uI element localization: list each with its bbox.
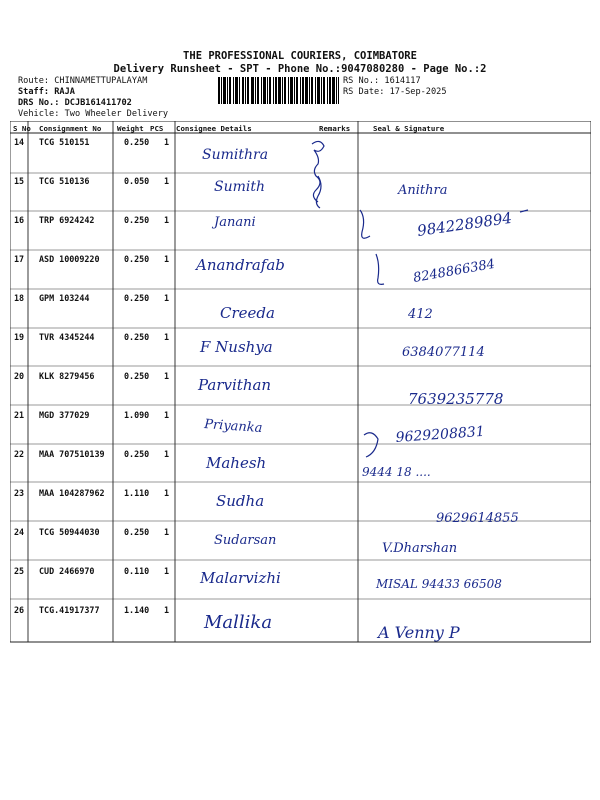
rs-no-value: 1614117 bbox=[384, 76, 421, 86]
row-pcs: 1 bbox=[164, 566, 170, 576]
row-weight: 0.250 bbox=[124, 293, 150, 303]
route-value: CHINNAMETTUPALAYAM bbox=[54, 76, 148, 86]
row-pcs: 1 bbox=[164, 410, 170, 420]
row-consignment: TCG 50944030 bbox=[39, 527, 100, 537]
col-header-sno: S No bbox=[13, 124, 31, 133]
row-consignment: TRP 6924242 bbox=[39, 215, 95, 225]
row-sno: 23 bbox=[14, 488, 25, 498]
consignee-signature: Creeda bbox=[220, 304, 275, 322]
seal-signature: 9629614855 bbox=[436, 511, 519, 526]
row-weight: 0.250 bbox=[124, 371, 150, 381]
staff-label: Staff: bbox=[18, 87, 50, 97]
row-pcs: 1 bbox=[164, 176, 170, 186]
consignee-signature: Janani bbox=[214, 215, 256, 230]
row-pcs: 1 bbox=[164, 605, 170, 615]
consignee-signature: Sumith bbox=[214, 179, 266, 195]
row-sno: 22 bbox=[14, 449, 25, 459]
row-sno: 25 bbox=[14, 566, 25, 576]
seal-signature: 412 bbox=[408, 307, 433, 322]
row-consignment: CUD 2466970 bbox=[39, 566, 95, 576]
row-pcs: 1 bbox=[164, 332, 170, 342]
row-consignment: GPM 103244 bbox=[39, 293, 90, 303]
rs-date-value: 17-Sep-2025 bbox=[389, 87, 447, 97]
seal-signature: 9842289894 bbox=[416, 208, 514, 240]
drs-label: DRS No.: bbox=[18, 98, 60, 108]
route-line bbox=[18, 76, 147, 86]
consignee-signature: Sumithra bbox=[202, 147, 269, 163]
consignee-signature: Mallika bbox=[204, 612, 273, 633]
vehicle-value: Two Wheeler Delivery bbox=[64, 109, 169, 119]
col-header-remarks: Remarks bbox=[319, 124, 351, 133]
row-pcs: 1 bbox=[164, 293, 170, 303]
consignee-signature: Parvithan bbox=[198, 376, 272, 394]
col-header-pcs: PCS bbox=[150, 124, 164, 133]
row-pcs: 1 bbox=[164, 449, 170, 459]
row-pcs: 1 bbox=[164, 527, 170, 537]
rs-no-label: RS No.: bbox=[343, 76, 380, 86]
seal-signature: V.Dharshan bbox=[382, 541, 458, 556]
row-weight: 1.110 bbox=[124, 488, 150, 498]
consignee-signature: Sudha bbox=[216, 492, 265, 510]
row-weight: 0.250 bbox=[124, 137, 150, 147]
rs-date-label: RS Date: bbox=[343, 87, 385, 97]
table-grid bbox=[10, 121, 591, 643]
runsheet-subtitle: Delivery Runsheet - SPT - Phone No.:9047080280 - Page No.:2 bbox=[113, 63, 487, 75]
row-weight: 1.090 bbox=[124, 410, 150, 420]
row-pcs: 1 bbox=[164, 215, 170, 225]
consignee-signature: Malarvizhi bbox=[200, 569, 281, 587]
row-weight: 0.250 bbox=[124, 527, 150, 537]
consignee-signature: F Nushya bbox=[200, 338, 273, 356]
consignee-signature: Anandrafab bbox=[196, 256, 285, 274]
drs-value: DCJB161411702 bbox=[64, 98, 132, 108]
row-consignment: MAA 104287962 bbox=[39, 488, 105, 498]
row-consignment: TCG 510136 bbox=[39, 176, 90, 186]
row-consignment: MAA 707510139 bbox=[39, 449, 105, 459]
row-weight: 1.140 bbox=[124, 605, 150, 615]
seal-signature: 6384077114 bbox=[402, 345, 485, 360]
row-weight: 0.250 bbox=[124, 254, 150, 264]
rs-no-line bbox=[343, 76, 421, 86]
row-sno: 21 bbox=[14, 410, 25, 420]
staff-value: RAJA bbox=[54, 87, 75, 97]
col-header-seal-signature: Seal & Signature bbox=[373, 124, 445, 133]
row-consignment: TCG.41917377 bbox=[39, 605, 100, 615]
seal-signature: 9629208831 bbox=[395, 423, 486, 446]
seal-signature: Anithra bbox=[398, 183, 448, 198]
consignee-signature: Priyanka bbox=[203, 417, 263, 437]
row-sno: 18 bbox=[14, 293, 25, 303]
row-consignment: ASD 10009220 bbox=[39, 254, 100, 264]
seal-signature: A Venny P bbox=[378, 623, 460, 642]
row-sno: 16 bbox=[14, 215, 25, 225]
row-pcs: 1 bbox=[164, 137, 170, 147]
seal-signature: 7639235778 bbox=[408, 390, 504, 408]
row-consignment: MGD 377029 bbox=[39, 410, 90, 420]
drs-line bbox=[18, 98, 132, 108]
vehicle-line bbox=[18, 109, 168, 119]
consignee-signature: Mahesh bbox=[206, 454, 267, 472]
row-sno: 17 bbox=[14, 254, 25, 264]
vehicle-label: Vehicle: bbox=[18, 109, 60, 119]
row-sno: 24 bbox=[14, 527, 25, 537]
company-title: THE PROFESSIONAL COURIERS, COIMBATORE bbox=[183, 50, 417, 62]
row-consignment: TCG 510151 bbox=[39, 137, 90, 147]
row-pcs: 1 bbox=[164, 371, 170, 381]
row-pcs: 1 bbox=[164, 488, 170, 498]
row-weight: 0.110 bbox=[124, 566, 150, 576]
row-pcs: 1 bbox=[164, 254, 170, 264]
row-sno: 15 bbox=[14, 176, 25, 186]
route-label: Route: bbox=[18, 76, 50, 86]
col-header-weight: Weight bbox=[117, 124, 144, 133]
seal-signature: 9444 18 .... bbox=[362, 465, 431, 479]
col-header-consignment: Consignment No bbox=[39, 124, 102, 133]
seal-signature: 8248866384 bbox=[412, 256, 497, 286]
rs-date-line bbox=[343, 87, 447, 97]
row-weight: 0.250 bbox=[124, 332, 150, 342]
col-header-consignee: Consignee Details bbox=[176, 124, 252, 133]
row-weight: 0.250 bbox=[124, 449, 150, 459]
row-consignment: KLK 8279456 bbox=[39, 371, 95, 381]
seal-signature: MISAL 94433 66508 bbox=[376, 577, 502, 591]
row-sno: 19 bbox=[14, 332, 25, 342]
staff-line bbox=[18, 87, 75, 97]
row-weight: 0.250 bbox=[124, 215, 150, 225]
consignee-signature: Sudarsan bbox=[214, 533, 277, 548]
row-sno: 20 bbox=[14, 371, 25, 381]
row-weight: 0.050 bbox=[124, 176, 150, 186]
row-consignment: TVR 4345244 bbox=[39, 332, 95, 342]
barcode bbox=[218, 77, 339, 104]
row-sno: 26 bbox=[14, 605, 25, 615]
row-sno: 14 bbox=[14, 137, 25, 147]
